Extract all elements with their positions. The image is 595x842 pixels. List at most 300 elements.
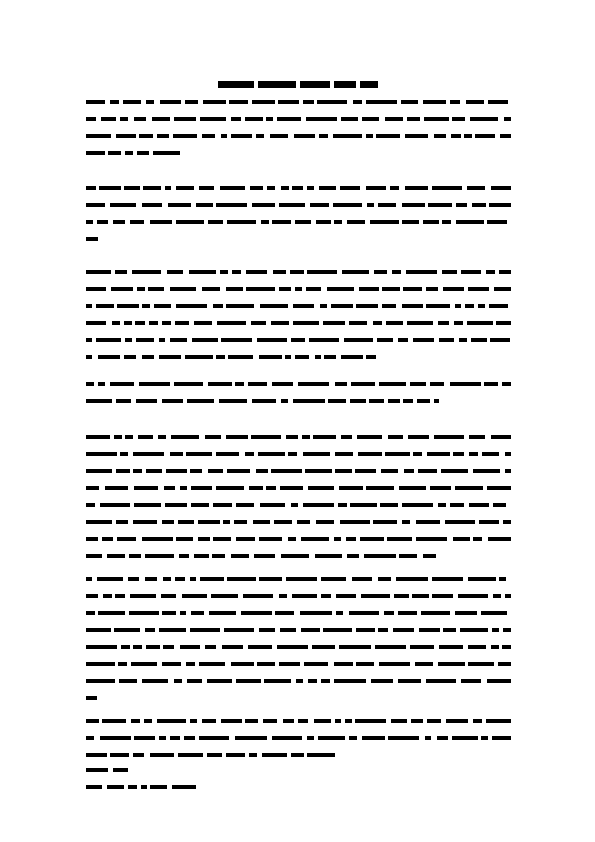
text-glyph-block	[159, 338, 165, 342]
text-glyph-block	[133, 452, 164, 456]
text-glyph-block	[86, 486, 99, 490]
text-glyph-block	[492, 736, 511, 740]
text-glyph-block	[359, 287, 379, 291]
text-glyph-block	[491, 186, 511, 190]
text-glyph-block	[271, 469, 302, 473]
text-glyph-block	[479, 520, 499, 524]
text-glyph-block	[110, 100, 119, 104]
text-glyph-block	[280, 628, 296, 632]
text-glyph-block	[367, 203, 374, 207]
text-glyph-block	[232, 270, 241, 274]
text-glyph-block	[413, 338, 434, 342]
text-glyph-block	[86, 304, 92, 308]
text-glyph-block	[161, 594, 176, 598]
text-line	[86, 503, 511, 507]
text-glyph-block	[385, 117, 403, 121]
text-glyph-block	[174, 679, 182, 683]
text-glyph-block	[291, 753, 304, 757]
text-glyph-block	[200, 117, 226, 121]
text-glyph-block	[450, 100, 460, 104]
text-glyph-block	[379, 662, 410, 666]
text-glyph-block	[473, 537, 482, 541]
text-glyph-block	[377, 338, 393, 342]
text-glyph-block	[434, 435, 464, 439]
text-glyph-block	[226, 753, 245, 757]
text-glyph-block	[108, 151, 121, 155]
text-glyph-block	[86, 469, 112, 473]
text-glyph-block	[384, 611, 394, 615]
text-glyph-block	[503, 628, 511, 632]
text-line	[86, 679, 511, 683]
text-glyph-block	[442, 220, 451, 224]
text-glyph-block	[443, 628, 456, 632]
text-glyph-block	[327, 287, 354, 291]
text-glyph-block	[133, 520, 157, 524]
text-glyph-block	[116, 520, 128, 524]
text-glyph-block	[318, 736, 345, 740]
text-glyph-block	[176, 304, 207, 308]
text-glyph-block	[134, 486, 158, 490]
text-glyph-block	[469, 503, 489, 507]
text-glyph-block	[212, 554, 225, 558]
text-line	[86, 134, 511, 138]
text-glyph-block	[142, 679, 168, 683]
text-glyph-block	[333, 203, 362, 207]
text-glyph-block	[393, 628, 414, 632]
text-glyph-block	[198, 537, 210, 541]
text-line	[86, 486, 511, 490]
text-glyph-block	[86, 696, 97, 700]
text-glyph-block	[86, 785, 102, 789]
text-glyph-block	[202, 719, 216, 723]
text-glyph-block	[146, 100, 154, 104]
text-glyph-block	[231, 662, 254, 666]
text-line	[86, 554, 436, 558]
text-glyph-block	[110, 753, 129, 757]
text-glyph-block	[213, 537, 231, 541]
text-glyph-block	[487, 220, 507, 224]
text-glyph-block	[279, 662, 300, 666]
text-glyph-block	[97, 220, 108, 224]
text-glyph-block	[117, 304, 139, 308]
text-glyph-block	[356, 662, 374, 666]
text-glyph-block	[398, 679, 421, 683]
text-glyph-block	[228, 355, 253, 359]
text-glyph-block	[149, 321, 158, 325]
text-glyph-block	[221, 719, 242, 723]
text-glyph-block	[249, 486, 263, 490]
text-glyph-block	[261, 220, 269, 224]
text-glyph-block	[220, 186, 245, 190]
text-glyph-block	[328, 399, 346, 403]
text-glyph-block	[341, 117, 358, 121]
text-glyph-block	[226, 435, 248, 439]
text-glyph-block	[115, 270, 127, 274]
text-glyph-block	[493, 503, 506, 507]
text-glyph-block	[185, 100, 198, 104]
text-glyph-block	[142, 304, 150, 308]
text-glyph-block	[86, 134, 111, 138]
paragraph-6	[86, 577, 511, 713]
text-glyph-block	[248, 382, 267, 386]
text-glyph-block	[466, 100, 484, 104]
text-line	[86, 452, 511, 456]
text-glyph-block	[116, 134, 136, 138]
text-glyph-block	[251, 435, 281, 439]
text-glyph-block	[207, 753, 222, 757]
text-glyph-block	[288, 452, 297, 456]
text-glyph-block	[388, 399, 400, 403]
text-glyph-block	[175, 577, 185, 581]
text-glyph-block	[285, 355, 291, 359]
text-glyph-block	[499, 270, 511, 274]
text-glyph-block	[379, 382, 406, 386]
text-glyph-block	[254, 554, 275, 558]
text-glyph-block	[470, 117, 498, 121]
title-glyph-block	[300, 81, 330, 88]
text-line	[86, 662, 511, 666]
text-glyph-block	[162, 321, 171, 325]
text-glyph-block	[370, 220, 399, 224]
text-glyph-block	[100, 503, 130, 507]
text-glyph-block	[86, 520, 112, 524]
text-glyph-block	[270, 134, 288, 138]
text-glyph-block	[279, 594, 287, 598]
text-glyph-block	[460, 628, 488, 632]
text-glyph-block	[421, 611, 450, 615]
text-glyph-block	[340, 186, 360, 190]
text-glyph-block	[432, 594, 453, 598]
text-glyph-block	[191, 611, 204, 615]
text-glyph-block	[374, 270, 387, 274]
text-glyph-block	[124, 321, 132, 325]
text-glyph-block	[467, 321, 493, 325]
text-glyph-block	[305, 469, 332, 473]
text-glyph-block	[86, 338, 92, 342]
text-glyph-block	[226, 287, 243, 291]
text-glyph-block	[347, 220, 365, 224]
text-glyph-block	[353, 100, 362, 104]
text-glyph-block	[336, 611, 343, 615]
paragraph-1	[86, 100, 511, 168]
text-glyph-block	[257, 338, 287, 342]
text-glyph-block	[166, 469, 187, 473]
text-line	[86, 537, 511, 541]
text-glyph-block	[366, 355, 376, 359]
text-glyph-block	[111, 287, 133, 291]
text-glyph-block	[134, 736, 155, 740]
text-glyph-block	[253, 520, 270, 524]
text-glyph-block	[291, 338, 305, 342]
text-glyph-block	[366, 100, 397, 104]
text-glyph-block	[356, 304, 378, 308]
title-glyph-block	[258, 81, 296, 88]
text-glyph-block	[486, 270, 495, 274]
text-glyph-block	[499, 577, 506, 581]
text-glyph-block	[162, 662, 181, 666]
text-glyph-block	[346, 537, 356, 541]
text-glyph-block	[198, 520, 220, 524]
text-glyph-block	[333, 134, 362, 138]
text-glyph-block	[107, 554, 125, 558]
text-glyph-block	[357, 435, 382, 439]
text-glyph-block	[360, 537, 384, 541]
text-glyph-block	[402, 220, 419, 224]
text-glyph-block	[294, 134, 315, 138]
text-glyph-block	[260, 304, 288, 308]
text-glyph-block	[213, 304, 223, 308]
text-glyph-block	[86, 270, 111, 274]
text-glyph-block	[321, 577, 346, 581]
text-glyph-block	[227, 220, 256, 224]
text-glyph-block	[303, 503, 334, 507]
text-glyph-block	[425, 736, 431, 740]
text-glyph-block	[432, 577, 463, 581]
text-glyph-block	[492, 628, 499, 632]
text-glyph-block	[426, 287, 438, 291]
text-glyph-block	[482, 452, 499, 456]
text-glyph-block	[277, 117, 301, 121]
text-glyph-block	[456, 220, 484, 224]
text-glyph-block	[452, 117, 465, 121]
text-glyph-block	[369, 399, 384, 403]
text-glyph-block	[264, 679, 291, 683]
text-glyph-block	[352, 577, 372, 581]
text-glyph-block	[178, 753, 203, 757]
text-glyph-block	[394, 594, 409, 598]
text-glyph-block	[300, 611, 332, 615]
text-glyph-block	[135, 321, 145, 325]
text-glyph-block	[125, 151, 133, 155]
text-glyph-block	[124, 355, 136, 359]
text-glyph-block	[502, 382, 511, 386]
text-glyph-block	[345, 719, 352, 723]
text-glyph-block	[307, 186, 314, 190]
text-glyph-block	[262, 753, 287, 757]
text-glyph-block	[489, 304, 508, 308]
text-glyph-block	[86, 577, 92, 581]
text-glyph-block	[272, 736, 302, 740]
text-glyph-block	[419, 628, 440, 632]
text-glyph-block	[128, 577, 139, 581]
text-glyph-block	[412, 594, 429, 598]
text-glyph-block	[142, 203, 162, 207]
text-glyph-block	[134, 117, 146, 121]
text-glyph-block	[257, 662, 275, 666]
text-glyph-block	[290, 270, 304, 274]
text-glyph-block	[236, 537, 255, 541]
text-line	[86, 469, 511, 473]
text-glyph-block	[199, 186, 214, 190]
text-glyph-block	[211, 594, 238, 598]
paragraph-5	[86, 435, 511, 571]
text-glyph-block	[362, 117, 379, 121]
text-glyph-block	[468, 645, 486, 649]
text-glyph-block	[455, 304, 461, 308]
text-glyph-block	[396, 577, 428, 581]
text-line	[86, 435, 511, 439]
text-glyph-block	[133, 645, 142, 649]
text-glyph-block	[141, 785, 147, 789]
text-glyph-block	[252, 100, 275, 104]
text-glyph-block	[170, 736, 180, 740]
text-glyph-block	[461, 270, 481, 274]
text-glyph-block	[107, 785, 124, 789]
text-glyph-block	[286, 435, 298, 439]
text-glyph-block	[467, 186, 485, 190]
text-glyph-block	[148, 287, 164, 291]
text-glyph-block	[173, 134, 197, 138]
text-glyph-block	[116, 469, 130, 473]
text-glyph-block	[248, 645, 272, 649]
text-glyph-block	[125, 435, 133, 439]
text-glyph-block	[458, 594, 488, 598]
text-glyph-block	[450, 382, 481, 386]
text-glyph-block	[281, 554, 309, 558]
text-glyph-block	[373, 321, 382, 325]
text-glyph-block	[86, 554, 102, 558]
text-glyph-block	[251, 321, 266, 325]
text-glyph-block	[385, 452, 410, 456]
text-glyph-block	[130, 594, 156, 598]
text-glyph-block	[316, 220, 331, 224]
text-glyph-block	[307, 270, 337, 274]
text-glyph-block	[491, 435, 511, 439]
text-glyph-block	[187, 399, 214, 403]
text-glyph-block	[260, 503, 285, 507]
text-glyph-block	[86, 186, 96, 190]
text-glyph-block	[428, 203, 452, 207]
title-glyph-block	[334, 81, 356, 88]
text-line	[86, 270, 511, 274]
text-glyph-block	[219, 399, 247, 403]
text-glyph-block	[150, 753, 174, 757]
text-glyph-block	[489, 203, 511, 207]
text-glyph-block	[362, 736, 385, 740]
text-glyph-block	[131, 719, 140, 723]
text-glyph-block	[342, 270, 369, 274]
text-glyph-block	[488, 100, 508, 104]
text-glyph-block	[405, 186, 428, 190]
text-glyph-block	[105, 486, 128, 490]
text-glyph-block	[283, 719, 294, 723]
text-glyph-block	[259, 628, 275, 632]
text-glyph-block	[221, 338, 252, 342]
text-glyph-block	[272, 220, 291, 224]
text-glyph-block	[315, 554, 342, 558]
text-glyph-block	[382, 304, 396, 308]
text-glyph-block	[231, 554, 249, 558]
text-glyph-block	[301, 628, 320, 632]
text-glyph-block	[296, 679, 303, 683]
text-glyph-block	[438, 503, 446, 507]
text-glyph-block	[259, 355, 282, 359]
text-glyph-block	[307, 736, 314, 740]
text-glyph-block	[309, 338, 339, 342]
text-glyph-block	[376, 134, 400, 138]
text-glyph-block	[146, 645, 160, 649]
text-glyph-block	[494, 287, 511, 291]
text-glyph-block	[324, 355, 336, 359]
paragraph-4	[86, 382, 511, 416]
text-glyph-block	[381, 469, 398, 473]
text-glyph-block	[339, 645, 371, 649]
text-glyph-block	[213, 503, 232, 507]
text-glyph-block	[133, 469, 142, 473]
text-glyph-block	[505, 469, 511, 473]
text-glyph-block	[119, 679, 137, 683]
text-glyph-block	[139, 382, 170, 386]
text-glyph-block	[334, 537, 341, 541]
text-glyph-block	[355, 719, 386, 723]
text-glyph-block	[465, 304, 474, 308]
text-glyph-block	[134, 503, 161, 507]
text-glyph-block	[266, 117, 273, 121]
text-glyph-block	[170, 287, 196, 291]
text-glyph-block	[157, 719, 186, 723]
paragraph-8	[86, 768, 511, 785]
text-glyph-block	[97, 577, 123, 581]
text-glyph-block	[347, 554, 359, 558]
text-glyph-block	[114, 628, 140, 632]
text-glyph-block	[256, 469, 268, 473]
text-line	[86, 287, 511, 291]
text-glyph-block	[471, 338, 487, 342]
text-glyph-block	[180, 486, 187, 490]
text-glyph-block	[266, 486, 276, 490]
text-glyph-block	[86, 237, 98, 241]
text-glyph-block	[96, 338, 121, 342]
text-glyph-block	[203, 100, 226, 104]
text-glyph-block	[174, 382, 203, 386]
text-glyph-block	[505, 594, 511, 598]
text-glyph-block	[316, 520, 334, 524]
text-glyph-block	[399, 486, 426, 490]
text-glyph-block	[129, 611, 159, 615]
text-glyph-block	[221, 134, 227, 138]
text-line	[86, 719, 511, 723]
text-glyph-block	[488, 537, 511, 541]
text-glyph-block	[405, 134, 428, 138]
text-glyph-block	[186, 452, 212, 456]
text-glyph-block	[115, 594, 125, 598]
text-glyph-block	[86, 452, 117, 456]
text-glyph-block	[110, 382, 134, 386]
text-glyph-block	[159, 355, 181, 359]
text-glyph-block	[484, 382, 498, 386]
text-glyph-block	[99, 186, 121, 190]
text-glyph-block	[258, 452, 285, 456]
text-glyph-block	[189, 270, 216, 274]
text-glyph-block	[199, 662, 225, 666]
text-glyph-block	[350, 503, 377, 507]
text-glyph-block	[267, 186, 275, 190]
text-glyph-block	[443, 287, 464, 291]
text-glyph-block	[455, 611, 477, 615]
text-glyph-block	[298, 719, 308, 723]
text-glyph-block	[229, 100, 248, 104]
text-glyph-block	[86, 151, 105, 155]
text-glyph-block	[335, 452, 353, 456]
text-glyph-block	[500, 134, 511, 138]
text-glyph-block	[170, 338, 187, 342]
text-glyph-block	[202, 134, 215, 138]
text-glyph-block	[200, 577, 224, 581]
text-glyph-block	[131, 662, 157, 666]
text-glyph-block	[130, 220, 144, 224]
text-glyph-block	[117, 537, 136, 541]
text-glyph-block	[124, 186, 140, 190]
